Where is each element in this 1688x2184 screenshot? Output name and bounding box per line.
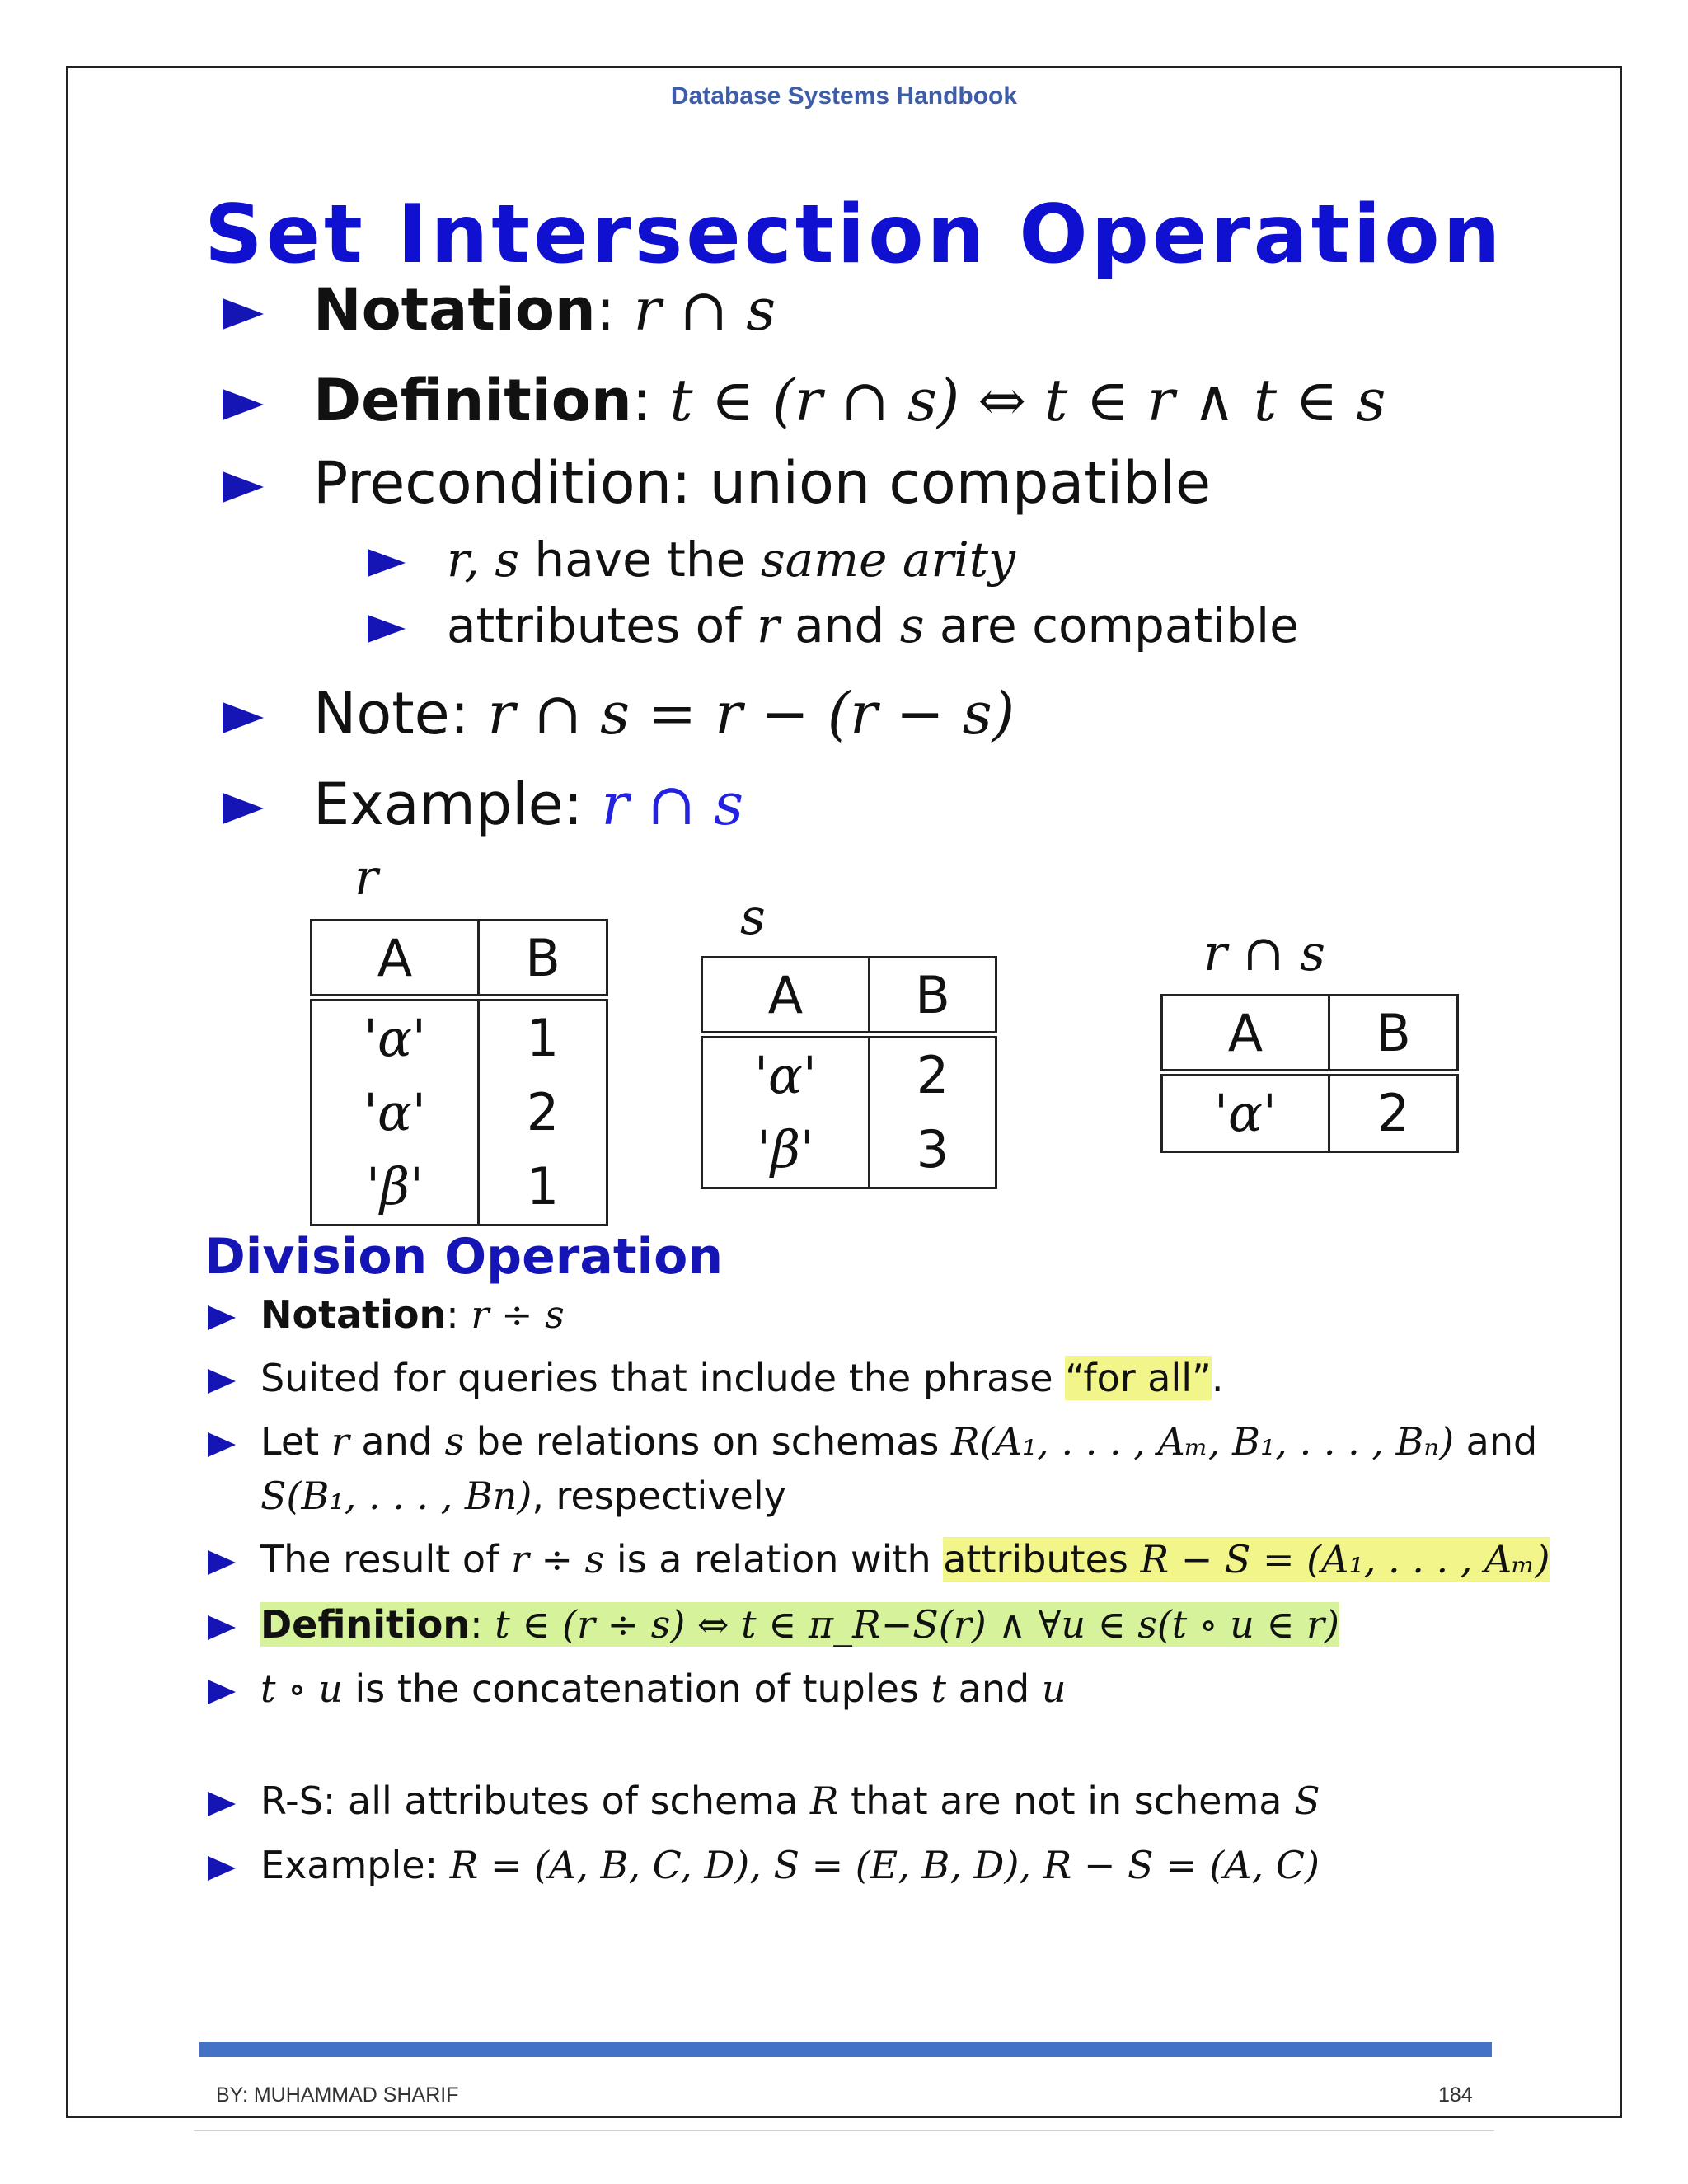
bullet-arrow-icon <box>208 1432 236 1457</box>
compatible-s: s <box>899 598 925 654</box>
division-bullet-result <box>208 1537 1550 1582</box>
table-cell: 'α' <box>363 1082 426 1142</box>
bullet-definition <box>223 367 1386 434</box>
footer-author: BY: MUHAMMAD SHARIF <box>216 2083 459 2107</box>
definition-label: Definition <box>313 367 632 434</box>
arity-emphasis: same arity <box>760 532 1015 588</box>
table-cell: 'β' <box>366 1156 424 1216</box>
column-b-values <box>1329 1073 1458 1152</box>
bullet-arrow-icon <box>223 471 264 503</box>
table-header-row <box>702 958 996 1035</box>
division-example-expression: R = (A, B, C, D), S = (E, B, D), R − S = (A, C) <box>449 1843 1320 1887</box>
rs-S: S <box>1294 1779 1320 1823</box>
table-cell: 'β' <box>757 1119 814 1179</box>
result-highlight-expression: R − S = (A₁, . . . , Aₘ) <box>1140 1537 1550 1582</box>
rs-text-1: R-S: all attributes of schema <box>260 1779 810 1823</box>
schemas-text-1: Let <box>260 1419 331 1464</box>
table-header-row <box>312 921 607 998</box>
division-bullet-schemas <box>208 1419 1537 1464</box>
division-definition-highlight <box>260 1602 1339 1647</box>
relation-rs-table <box>1160 994 1459 1153</box>
bullet-arrow-icon <box>208 1792 236 1816</box>
table-cell: 2 <box>526 1082 560 1142</box>
schemas-text-4: and <box>1454 1419 1538 1464</box>
bullet-precondition <box>223 449 1211 517</box>
column-a-values <box>312 998 479 1226</box>
precondition-text: Precondition: union compatible <box>313 449 1212 517</box>
column-header-a: A <box>1162 996 1329 1073</box>
result-text-1: The result of <box>260 1537 511 1582</box>
division-bullet-definition <box>208 1602 1339 1647</box>
arity-math: r, s <box>447 532 519 588</box>
result-highlight-text: attributes <box>943 1537 1141 1582</box>
table-cell: 1 <box>526 1156 560 1216</box>
sub-bullet-compatible <box>368 598 1299 654</box>
notation-expression: r ∩ s <box>633 276 776 344</box>
notation-label: Notation <box>313 276 596 344</box>
table-cell: 'α' <box>754 1045 817 1105</box>
concat-text-2: and <box>946 1666 1042 1711</box>
relation-r-table <box>310 919 608 1226</box>
schema-s-expression: S(B₁, . . . , Bn) <box>260 1474 532 1518</box>
bullet-arrow-icon <box>208 1369 236 1394</box>
division-definition-label: Definition <box>260 1602 471 1647</box>
bullet-arrow-icon <box>208 1550 236 1575</box>
column-header-b: B <box>870 958 996 1035</box>
bullet-arrow-icon <box>223 702 264 733</box>
column-header-b: B <box>1329 996 1458 1073</box>
relation-s-table <box>701 956 997 1189</box>
relation-s-label: s <box>740 888 766 946</box>
definition-colon: : <box>631 367 670 434</box>
relation-r-label: r <box>354 849 378 907</box>
compatible-text-3: are compatible <box>924 598 1299 654</box>
table-cell: 1 <box>526 1008 560 1068</box>
footer-divider <box>194 2130 1494 2131</box>
column-a-values <box>1162 1073 1329 1152</box>
table-cell: 'α' <box>1214 1083 1277 1143</box>
division-notation-expression: r ÷ s <box>471 1292 565 1337</box>
relation-rs-label: r ∩ s <box>1203 925 1325 982</box>
table-cell: 2 <box>916 1045 950 1105</box>
arity-text: have the <box>519 532 761 588</box>
sub-bullet-arity <box>368 532 1015 588</box>
compatible-text-1: attributes of <box>447 598 757 654</box>
column-b-values <box>870 1035 996 1188</box>
bullet-note <box>223 680 1015 748</box>
column-header-b: B <box>479 921 607 998</box>
division-bullet-example <box>208 1843 1320 1887</box>
slide-title-division: Division Operation <box>204 1228 724 1286</box>
footer-bar <box>199 2042 1492 2057</box>
division-notation-colon: : <box>446 1292 471 1337</box>
result-highlight <box>943 1537 1550 1582</box>
for-all-text: Suited for queries that include the phrase <box>260 1356 1066 1400</box>
compatible-r: r <box>756 598 780 654</box>
slide-title-intersection: Set Intersection Operation <box>204 188 1504 282</box>
rs-R: R <box>809 1779 839 1823</box>
schemas-text-3: be relations on schemas <box>464 1419 952 1464</box>
schemas-respectively: , respectively <box>532 1474 786 1518</box>
schemas-r: r <box>331 1419 349 1464</box>
for-all-period: . <box>1211 1356 1224 1400</box>
table-body-row <box>702 1035 996 1188</box>
division-bullet-schemas-line2 <box>260 1474 786 1518</box>
column-b-values <box>479 998 607 1226</box>
concat-t: t <box>931 1666 947 1711</box>
concat-text-1: is the concatenation of tuples <box>342 1666 931 1711</box>
example-expression: r ∩ s <box>601 771 744 838</box>
bullet-example <box>223 771 743 838</box>
note-expression: r ∩ s = r − (r − s) <box>487 680 1015 748</box>
table-cell: 2 <box>1376 1083 1410 1143</box>
division-bullet-rs <box>208 1779 1320 1823</box>
result-expression: r ÷ s <box>510 1537 605 1582</box>
schema-r-expression: R(A₁, . . . , Aₘ, B₁, . . . , Bₙ) <box>951 1419 1455 1464</box>
concat-expression: t ∘ u <box>260 1666 343 1711</box>
definition-expression: t ∈ (r ∩ s) ⇔ t ∈ r ∧ t ∈ s <box>669 367 1386 434</box>
compatible-text-2: and <box>779 598 900 654</box>
result-text-2: is a relation with <box>604 1537 944 1582</box>
schemas-s: s <box>444 1419 465 1464</box>
bullet-arrow-icon <box>223 389 264 420</box>
division-notation-label: Notation <box>260 1292 447 1337</box>
bullet-arrow-icon <box>368 615 406 643</box>
table-header-row <box>1162 996 1458 1073</box>
division-bullet-notation <box>208 1292 565 1337</box>
note-label: Note: <box>313 680 488 748</box>
column-header-a: A <box>312 921 479 998</box>
division-bullet-concatenation <box>208 1666 1066 1711</box>
schemas-text-2: and <box>349 1419 445 1464</box>
bullet-arrow-icon <box>208 1680 236 1704</box>
table-cell: 3 <box>916 1119 950 1179</box>
column-header-a: A <box>702 958 870 1035</box>
page-number: 184 <box>1438 2083 1473 2107</box>
table-body-row <box>312 998 607 1226</box>
table-body-row <box>1162 1073 1458 1152</box>
running-header: Database Systems Handbook <box>670 82 1018 110</box>
division-bullet-for-all <box>208 1356 1223 1400</box>
bullet-arrow-icon <box>223 298 264 330</box>
concat-u: u <box>1041 1666 1067 1711</box>
bullet-arrow-icon <box>223 793 264 824</box>
column-a-values <box>702 1035 870 1188</box>
division-example-label: Example: <box>260 1843 450 1887</box>
rs-text-2: that are not in schema <box>838 1779 1295 1823</box>
bullet-arrow-icon <box>208 1615 236 1640</box>
table-cell: 'α' <box>363 1008 426 1068</box>
bullet-notation <box>223 276 776 344</box>
bullet-arrow-icon <box>208 1856 236 1881</box>
notation-colon: : <box>595 276 634 344</box>
bullet-arrow-icon <box>368 549 406 577</box>
example-label: Example: <box>313 771 602 838</box>
for-all-highlight: “for all” <box>1065 1356 1212 1400</box>
division-definition-expression: t ∈ (r ÷ s) ⇔ t ∈ π_R−S(r) ∧ ∀u ∈ s(t ∘ u ∈ r) <box>495 1602 1339 1647</box>
division-definition-colon: : <box>470 1602 495 1647</box>
bullet-arrow-icon <box>208 1305 236 1330</box>
